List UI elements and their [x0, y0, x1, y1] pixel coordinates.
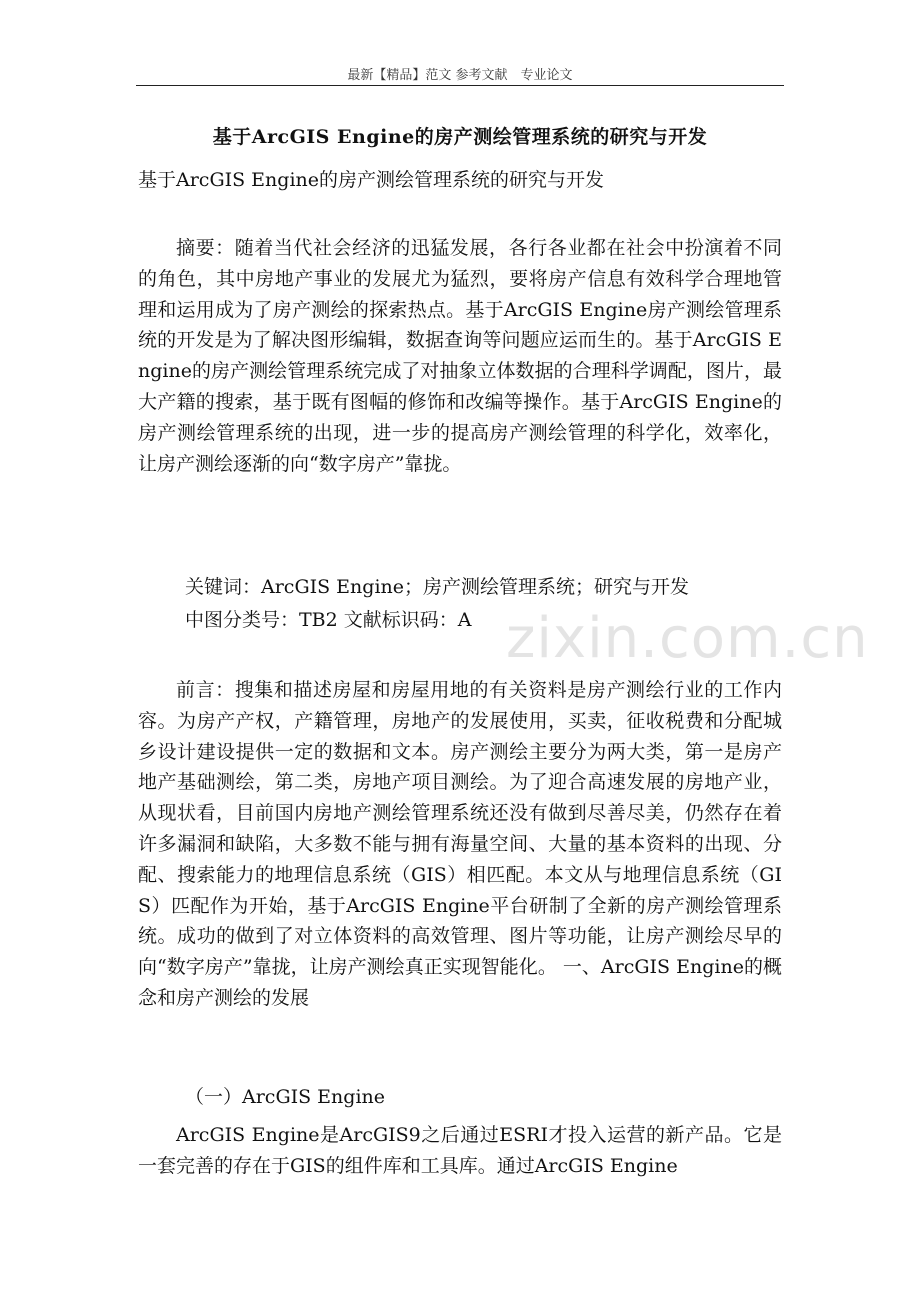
- document-title: 基于ArcGIS Engine的房产测绘管理系统的研究与开发: [212, 126, 708, 148]
- page-header: 最新【精品】范文 参考文献 专业论文: [347, 68, 573, 83]
- classification-line: 中图分类号：TB2 文献标识码：A: [185, 609, 472, 631]
- watermark: zixin.com.cn: [506, 606, 869, 671]
- abstract-paragraph: 摘要：随着当代社会经济的迅猛发展，各行各业都在社会中扮演着不同的角色，其中房地产事业的发展尤为猛烈，要将房产信息有效科学合理地管理和运用成为了房产测绘的探索热点。基于ArcGIS Engine房产测绘管理系统的开发是为了解决图形编辑，数据查询等问题应运而生的。基于ArcGIS Engine的房产测绘管理系统完成了对抽象立体数据的合理科学调配，图片，最大产籍的搜索，基于既有图幅的修饰和改编等操作。基于ArcGIS Engine的房产测绘管理系统的出现，进一步的提高房产测绘管理的科学化，效率化，让房产测绘逐渐的向“数字房产”靠拢。: [138, 237, 782, 475]
- preface-paragraph: 前言：搜集和描述房屋和房屋用地的有关资料是房产测绘行业的工作内容。为房产产权，产籍管理，房地产的发展使用，买卖，征收税费和分配城乡设计建设提供一定的数据和文本。房产测绘主要分为两大类，第一是房产地产基础测绘，第二类，房地产项目测绘。为了迎合高速发展的房地产业，从现状看，目前国内房地产测绘管理系统还没有做到尽善尽美，仍然存在着许多漏洞和缺陷，大多数不能与拥有海量空间、大量的基本资料的出现、分配、搜索能力的地理信息系统（GIS）相匹配。本文从与地理信息系统（GIS）匹配作为开始，基于ArcGIS Engine平台研制了全新的房产测绘管理系统。成功的做到了对立体资料的高效管理、图片等功能，让房产测绘尽早的向“数字房产”靠拢，让房产测绘真正实现智能化。 一、ArcGIS Engine的概念和房产测绘的发展: [138, 679, 782, 1009]
- body-paragraph: ArcGIS Engine是ArcGIS9之后通过ESRI才投入运营的新产品。它是一套完善的存在于GIS的组件库和工具库。通过ArcGIS Engine: [138, 1124, 782, 1177]
- document-subtitle: 基于ArcGIS Engine的房产测绘管理系统的研究与开发: [138, 169, 605, 191]
- keywords-line: 关键词：ArcGIS Engine；房产测绘管理系统；研究与开发: [185, 576, 690, 598]
- header-rule: [136, 85, 784, 86]
- section-heading: （一）ArcGIS Engine: [185, 1086, 386, 1108]
